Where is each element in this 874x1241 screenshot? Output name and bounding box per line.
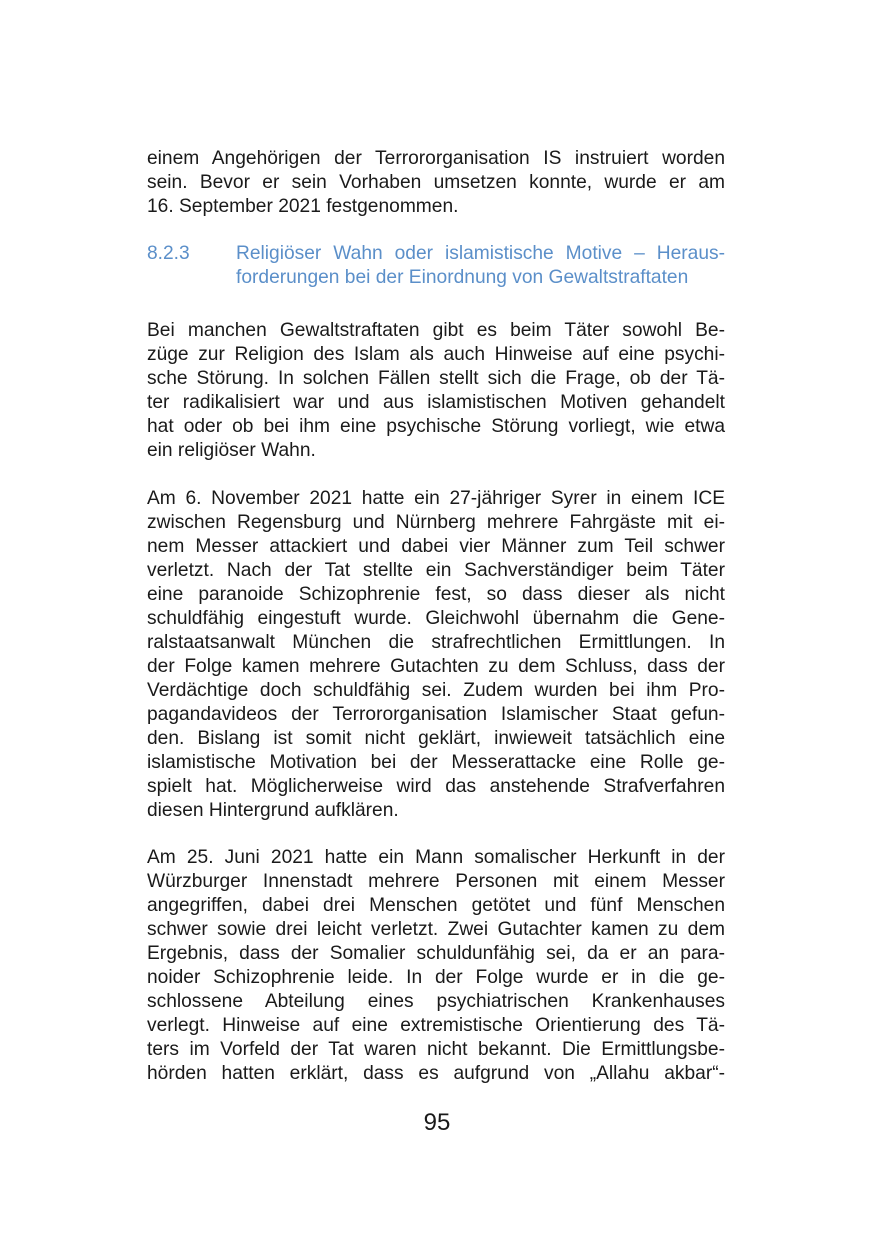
text-line: Verdächtige doch schuldfähig sei. Zudem wurden bei ihm Pro- [147,680,725,701]
text-line: sein. Bevor er sein Vorhaben umsetzen konnte, wurde er am [147,172,725,193]
text-line: einem Angehörigen der Terrororganisation IS instruiert worden [147,148,725,169]
text-line: ter radikalisiert war und aus islamistischen Motiven gehandelt [147,392,725,413]
intro-paragraph [147,147,725,219]
text-line: nem Messer attackiert und dabei vier Männer zum Teil schwer [147,536,725,557]
paragraph-2 [147,487,725,823]
text-line: 16. September 2021 festgenommen. [147,196,459,217]
text-line: Ergebnis, dass der Somalier schuldunfähig sei, da er an para- [147,943,725,964]
text-line: diesen Hintergrund aufklären. [147,800,399,821]
text-line: schuldfähig eingestuft wurde. Gleichwohl übernahm die Gene- [147,608,725,629]
page-number: 95 [423,1109,451,1136]
text-line: eine paranoide Schizophrenie fest, so dass dieser als nicht [147,584,725,605]
text-line: noider Schizophrenie leide. In der Folge wurde er in die ge- [147,967,725,988]
text-line: Am 25. Juni 2021 hatte ein Mann somalischer Herkunft in der [147,847,725,868]
text-line: der Folge kamen mehrere Gutachten zu dem Schluss, dass der [147,656,725,677]
section-title [236,242,725,290]
text-line: spielt hat. Möglicherweise wird das anstehende Strafverfahren [147,776,725,797]
section-number: 8.2.3 [147,243,190,264]
section-title-line: forderungen bei der Einordnung von Gewaltstraftaten [236,267,689,288]
text-line: züge zur Religion des Islam als auch Hinweise auf eine psychi- [147,344,725,365]
text-line: hat oder ob bei ihm eine psychische Störung vorliegt, wie etwa [147,416,725,437]
text-line: hörden hatten erklärt, dass es aufgrund von „Allahu akbar“- [147,1063,725,1084]
section-title-line: Religiöser Wahn oder islamistische Motive – Heraus- [236,243,725,264]
text-line: Am 6. November 2021 hatte ein 27-jähriger Syrer in einem ICE [147,488,725,509]
text-line: ralstaatsanwalt München die strafrechtlichen Ermittlungen. In [147,632,725,653]
text-line: ters im Vorfeld der Tat waren nicht bekannt. Die Ermittlungsbe- [147,1039,725,1060]
text-line: angegriffen, dabei drei Menschen getötet und fünf Menschen [147,895,725,916]
text-line: Bei manchen Gewaltstraftaten gibt es beim Täter sowohl Be- [147,320,725,341]
text-line: Würzburger Innenstadt mehrere Personen mit einem Messer [147,871,725,892]
text-line: zwischen Regensburg und Nürnberg mehrere Fahrgäste mit ei- [147,512,725,533]
text-line: schwer sowie drei leicht verletzt. Zwei Gutachter kamen zu dem [147,919,725,940]
text-line: verlegt. Hinweise auf eine extremistische Orientierung des Tä- [147,1015,725,1036]
text-line: den. Bislang ist somit nicht geklärt, inwieweit tatsächlich eine [147,728,725,749]
text-line: ein religiöser Wahn. [147,440,316,461]
text-line: sche Störung. In solchen Fällen stellt sich die Frage, ob der Tä- [147,368,725,389]
paragraph-1 [147,319,725,463]
paragraph-3 [147,846,725,1086]
text-line: schlossene Abteilung eines psychiatrischen Krankenhauses [147,991,725,1012]
text-line: islamistische Motivation bei der Messerattacke eine Rolle ge- [147,752,725,773]
text-line: pagandavideos der Terrororganisation Islamischer Staat gefun- [147,704,725,725]
text-line: verletzt. Nach der Tat stellte ein Sachverständiger beim Täter [147,560,725,581]
